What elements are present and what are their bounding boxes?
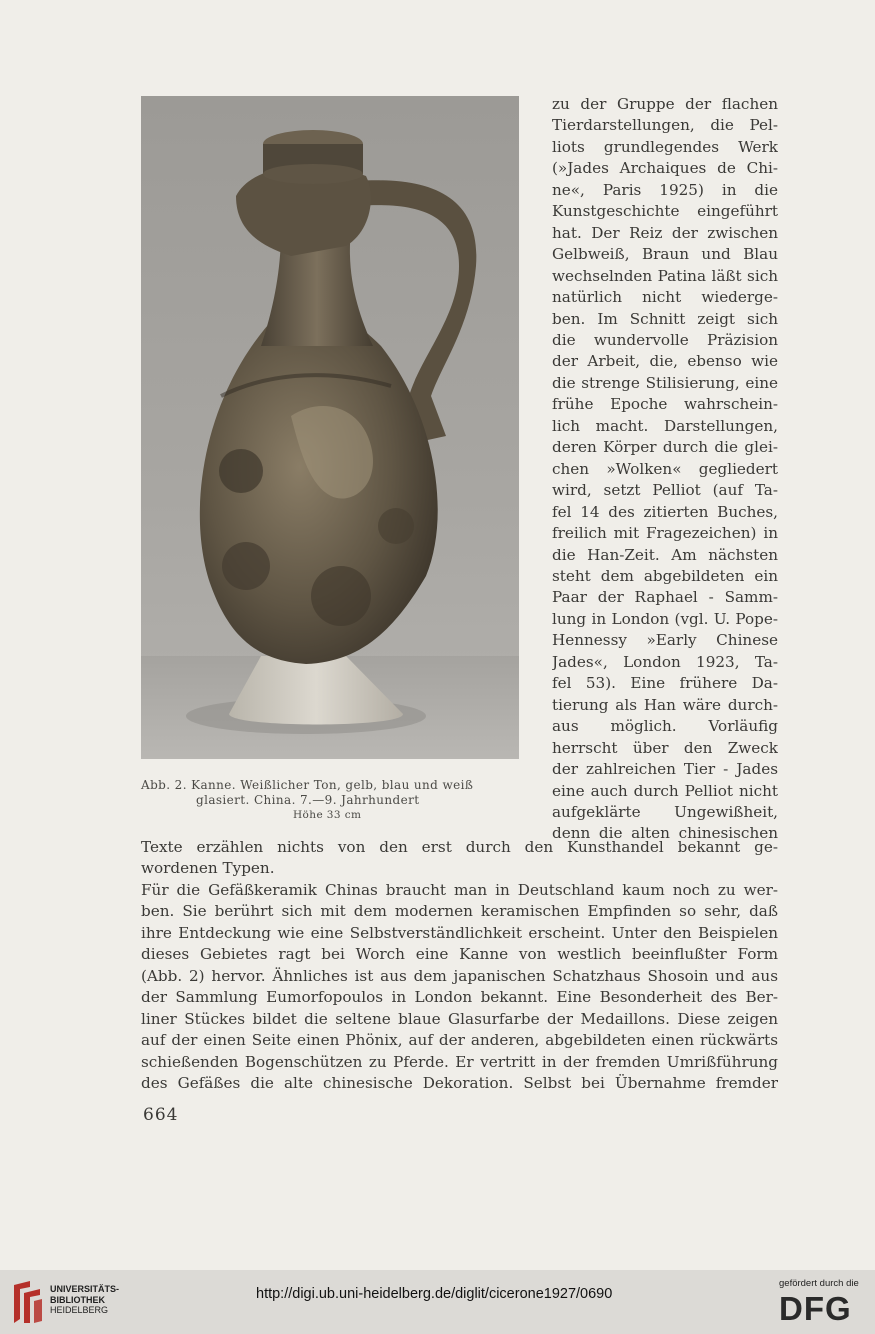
- text-line: wordenen Typen.: [141, 859, 275, 878]
- text-line: liner Stückes bildet die seltene blaue Glasurfarbe der Medaillons. Diese zeigen: [141, 1009, 778, 1028]
- text-line: freilich mit Fragezeichen) in: [552, 524, 778, 543]
- text-line: herrscht über den Zweck: [552, 738, 778, 757]
- library-name-line: BIBLIOTHEK: [50, 1294, 105, 1305]
- text-line: (»Jades Archaiques de Chi-: [552, 159, 778, 178]
- text-line: tierung als Han wäre durch-: [552, 695, 778, 714]
- text-line: Texte erzählen nichts von den erst durch den Kunsthandel bekannt ge-: [141, 838, 778, 856]
- text-line: Für die Gefäßkeramik Chinas braucht man in Deutschland kaum noch zu wer-: [141, 880, 778, 899]
- text-line: wechselnden Patina läßt sich: [552, 266, 778, 285]
- digitization-footer: [0, 1270, 875, 1334]
- text-line: schießenden Bogenschützen zu Pferde. Er vertritt in der fremden Umrißführung: [141, 1052, 778, 1071]
- text-line: der Arbeit, die, ebenso wie: [552, 352, 778, 371]
- university-library-logo-icon[interactable]: [10, 1279, 44, 1325]
- text-line: lich macht. Darstellungen,: [552, 416, 778, 435]
- full-width-text: [141, 837, 778, 1094]
- library-name-line: HEIDELBERG: [50, 1305, 109, 1315]
- caption-line: Höhe 33 cm: [293, 809, 362, 821]
- ewer-image: [141, 96, 519, 759]
- dfg-logo[interactable]: DFG: [779, 1290, 852, 1327]
- text-line: dieses Gebietes ragt bei Worch eine Kanne von westlich beeinflußter Form: [141, 945, 778, 964]
- text-line: chen »Wolken« gegliedert: [552, 459, 778, 478]
- page-number: 664: [143, 1105, 179, 1125]
- text-line: ben. Im Schnitt zeigt sich: [552, 309, 778, 328]
- text-line: fel 14 des zitierten Buches,: [552, 502, 778, 521]
- text-line: Tierdarstellungen, die Pel-: [552, 116, 778, 135]
- text-line: ne«, Paris 1925) in die: [552, 180, 778, 199]
- text-line: (Abb. 2) hervor. Ähnliches ist aus dem japanischen Schatzhaus Shosoin und aus: [141, 966, 778, 985]
- text-line: Kunstgeschichte eingeführt: [552, 202, 778, 221]
- text-line: aufgeklärte Ungewißheit,: [552, 802, 778, 821]
- text-line: ben. Sie berührt sich mit dem modernen keramischen Empfinden so sehr, daß: [141, 902, 778, 921]
- text-line: aus möglich. Vorläufig: [552, 717, 778, 736]
- text-line: deren Körper durch die glei-: [552, 438, 778, 457]
- text-line: steht dem abgebildeten ein: [552, 566, 778, 585]
- text-line: ihre Entdeckung wie eine Selbstverständlichkeit erscheint. Unter den Beispielen: [141, 923, 778, 942]
- text-line: Hennessy »Early Chinese: [552, 631, 778, 650]
- figure-caption: [141, 778, 531, 823]
- text-line: des Gefäßes die alte chinesische Dekoration. Selbst bei Übernahme fremder: [141, 1073, 778, 1092]
- text-line: wird, setzt Pelliot (auf Ta-: [552, 481, 778, 500]
- text-line: denn die alten chinesischen: [552, 824, 778, 843]
- library-name[interactable]: [50, 1284, 119, 1316]
- text-line: Jades«, London 1923, Ta-: [552, 652, 778, 671]
- text-line: frühe Epoche wahrschein-: [552, 395, 778, 414]
- text-line: die Han-Zeit. Am nächsten: [552, 545, 778, 564]
- text-line: hat. Der Reiz der zwischen: [552, 223, 778, 242]
- text-line: Paar der Raphael - Samm-: [552, 588, 778, 607]
- ewer-photograph: [141, 96, 519, 759]
- right-text-column: [552, 94, 778, 845]
- text-line: natürlich nicht wiederge-: [552, 288, 778, 307]
- text-line: der Sammlung Eumorfopoulos in London bekannt. Eine Besonderheit des Ber-: [141, 988, 778, 1007]
- text-line: Gelbweiß, Braun und Blau: [552, 245, 778, 264]
- caption-line: glasiert. China. 7.—9. Jahrhundert: [196, 793, 420, 807]
- text-line: der zahlreichen Tier - Jades: [552, 760, 778, 779]
- text-line: zu der Gruppe der flachen: [552, 95, 778, 113]
- text-line: die strenge Stilisierung, eine: [552, 373, 778, 392]
- text-line: fel 53). Eine frühere Da-: [552, 674, 778, 693]
- funding-label: gefördert durch die: [779, 1278, 859, 1289]
- text-line: die wundervolle Präzision: [552, 330, 778, 349]
- text-line: auf der einen Seite einen Phönix, auf der anderen, abgebildeten einen rückwärts: [141, 1031, 778, 1050]
- text-line: lung in London (vgl. U. Pope-: [552, 609, 778, 628]
- text-line: eine auch durch Pelliot nicht: [552, 781, 778, 800]
- text-line: liots grundlegendes Werk: [552, 137, 778, 156]
- permalink-url[interactable]: http://digi.ub.uni-heidelberg.de/diglit/cicerone1927/0690: [256, 1286, 613, 1302]
- library-name-line: UNIVERSITÄTS-: [50, 1284, 120, 1294]
- caption-line: Abb. 2. Kanne. Weißlicher Ton, gelb, blau und weiß: [141, 778, 474, 792]
